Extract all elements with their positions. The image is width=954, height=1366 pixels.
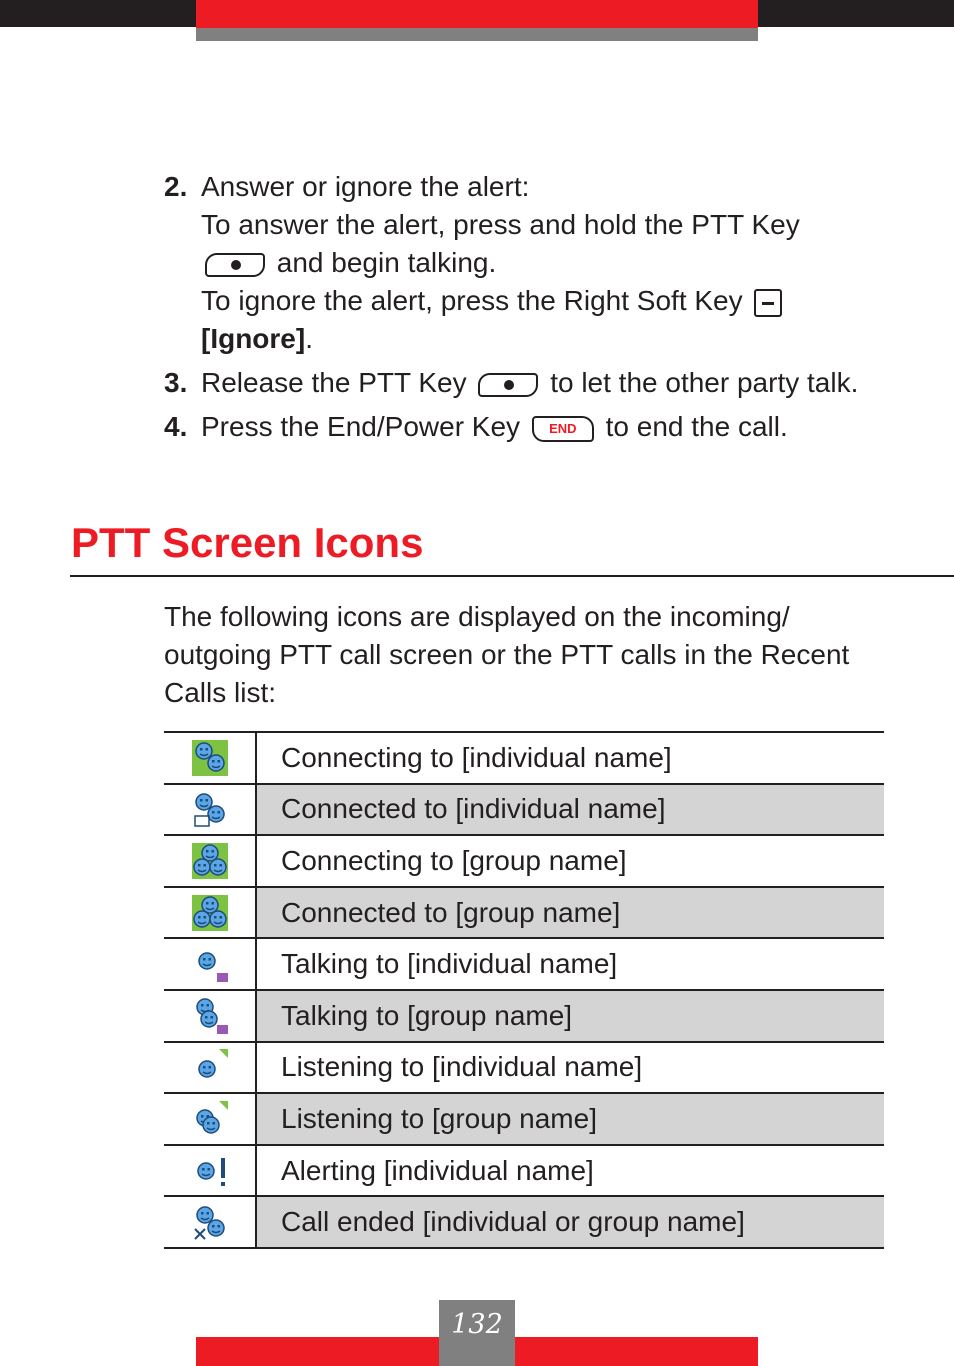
icon-cell: [164, 938, 256, 990]
table-row: [164, 732, 884, 784]
table-row: [164, 784, 884, 836]
icon-cell: [164, 1093, 256, 1145]
section-title: PTT Screen Icons: [71, 519, 424, 566]
table-row: [164, 1093, 884, 1145]
alerting-individual-icon: [191, 1152, 229, 1190]
step-body: [201, 168, 884, 358]
icon-cell: [164, 835, 256, 887]
page-number: 132: [451, 1309, 503, 1340]
table-row: [164, 990, 884, 1042]
icon-description: Connecting to [individual name]: [256, 732, 884, 784]
icon-cell: [164, 990, 256, 1042]
listening-group-icon: [191, 1100, 229, 1138]
table-row: [164, 1196, 884, 1248]
table-row: [164, 1042, 884, 1094]
connecting-individual-icon: [191, 739, 229, 777]
section-divider: [70, 575, 954, 577]
step-text: To ignore the alert, press the Right Soft Key: [201, 285, 743, 316]
step-text: Release the PTT Key: [201, 367, 467, 398]
icon-description: Connected to [individual name]: [256, 784, 884, 836]
step-text: Press the End/Power Key: [201, 411, 521, 442]
icon-description: Talking to [individual name]: [256, 938, 884, 990]
icon-description: Connecting to [group name]: [256, 835, 884, 887]
end-power-key-icon: END: [532, 416, 594, 442]
icon-cell: [164, 1145, 256, 1197]
icon-description: Call ended [individual or group name]: [256, 1196, 884, 1248]
icon-description: Talking to [group name]: [256, 990, 884, 1042]
step-number: 3.: [164, 367, 188, 398]
connected-group-icon: [191, 894, 229, 932]
step-text: To answer the alert, press and hold the PTT Key: [201, 209, 800, 240]
step-body: [201, 364, 884, 402]
step-4: [164, 408, 884, 446]
table-row: [164, 887, 884, 939]
step-body: [201, 408, 884, 446]
step-2: [164, 168, 884, 358]
icon-cell: [164, 1196, 256, 1248]
table-row: [164, 835, 884, 887]
connecting-group-icon: [191, 842, 229, 880]
step-text: to end the call.: [605, 411, 788, 442]
ptt-key-icon: [478, 373, 538, 397]
icon-description: Alerting [individual name]: [256, 1145, 884, 1197]
step-number: 4.: [164, 411, 188, 442]
ptt-key-icon: [205, 253, 265, 277]
talking-individual-icon: [191, 945, 229, 983]
header-red-band: [196, 0, 758, 28]
step-text: to let the other party talk.: [550, 367, 859, 398]
section-intro: The following icons are displayed on the incoming/ outgoing PTT call screen or the PTT calls in the Recent Calls list:: [164, 601, 850, 708]
right-soft-key-icon: [754, 289, 782, 317]
table-row: [164, 1145, 884, 1197]
icon-cell: [164, 784, 256, 836]
header-gray-band: [196, 28, 758, 41]
instruction-steps: [164, 168, 884, 452]
step-text: Answer or ignore the alert:: [201, 171, 530, 202]
listening-individual-icon: [191, 1048, 229, 1086]
icon-description: Connected to [group name]: [256, 887, 884, 939]
connected-individual-icon: [191, 790, 229, 828]
ptt-icons-table: [164, 731, 884, 1249]
step-period: .: [305, 323, 313, 354]
talking-group-icon: [191, 997, 229, 1035]
step-text: and begin talking.: [276, 247, 497, 278]
icon-cell: [164, 732, 256, 784]
table-row: [164, 938, 884, 990]
icon-cell: [164, 1042, 256, 1094]
icon-description: Listening to [group name]: [256, 1093, 884, 1145]
ignore-label: [Ignore]: [201, 323, 306, 354]
icon-cell: [164, 887, 256, 939]
step-3: [164, 364, 884, 402]
step-number: 2.: [164, 171, 188, 202]
call-ended-icon: [191, 1203, 229, 1241]
icon-description: Listening to [individual name]: [256, 1042, 884, 1094]
